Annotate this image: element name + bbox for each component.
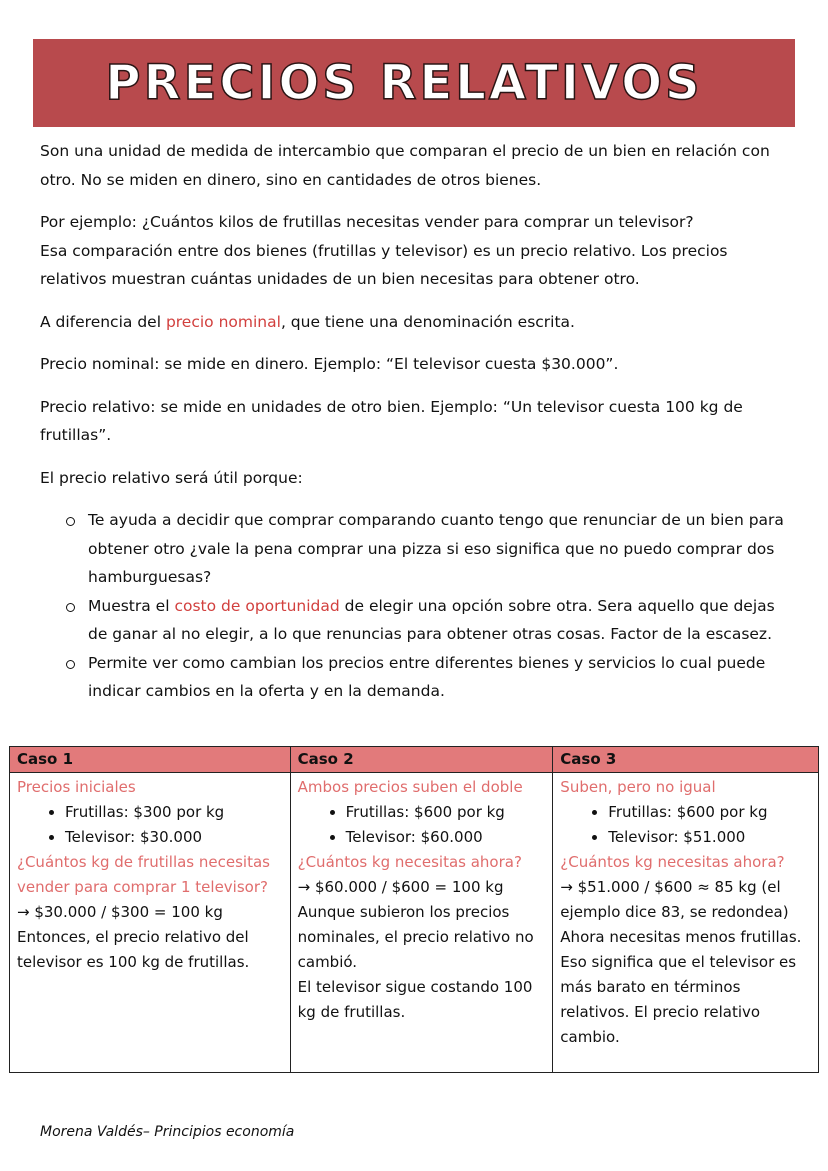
text: Muestra el: [88, 596, 175, 615]
cases-table: [9, 746, 819, 1073]
footer-author: Morena Valdés– Principios economía: [40, 1124, 295, 1140]
list-item: • Televisor: $51.000: [608, 825, 811, 850]
list-item: Permite ver como cambian los precios entre diferentes bienes y servicios lo cual puede indicar cambios en la oferta y en la demanda.: [88, 649, 792, 706]
cell-caso-1: [10, 773, 291, 1073]
header-caso-3: Caso 3: [553, 747, 819, 773]
list-item: • Frutillas: $600 por kg: [346, 800, 546, 825]
case-question: ¿Cuántos kg de frutillas necesitas vender para comprar 1 televisor?: [17, 853, 270, 896]
example-explanation: Esa comparación entre dos bienes (frutillas y televisor) es un precio relativo. Los precios relativos muestran cuántas unidades de un bien necesitas para obtener otro.: [40, 241, 728, 288]
cell-caso-2: [290, 773, 553, 1073]
case-calculation: → $60.000 / $600 = 100 kg: [297, 878, 504, 896]
header-caso-1: Caso 1: [10, 747, 291, 773]
case-conclusion: Ahora necesitas menos frutillas.: [560, 928, 802, 946]
paragraph-definition: Son una unidad de medida de intercambio que comparan el precio de un bien en relación con otro. No se miden en dinero, sino en cantidades de otros bienes.: [40, 142, 770, 189]
reasons-list: [40, 506, 792, 706]
case-conclusion-2: El televisor sigue costando 100 kg de frutillas.: [297, 978, 533, 1021]
title-banner: [33, 39, 795, 127]
list-item: • Frutillas: $600 por kg: [608, 800, 811, 825]
page-title: PRECIOS RELATIVOS: [105, 55, 703, 111]
list-item: • Televisor: $60.000: [346, 825, 546, 850]
case-subtitle: Precios iniciales: [17, 778, 136, 796]
case-price-list: [17, 800, 283, 850]
table-header-row: [10, 747, 819, 773]
list-item: [88, 592, 792, 649]
case-subtitle: Suben, pero no igual: [560, 778, 716, 796]
case-conclusion-2: Eso significa que el televisor es más barato en términos relativos. El precio relativo cambio.: [560, 953, 797, 1046]
case-calculation: → $30.000 / $300 = 100 kg: [17, 903, 223, 921]
highlight-costo-oportunidad: costo de oportunidad: [174, 596, 340, 615]
text: de elegir una opción sobre otra. Sera aquello que dejas de ganar al no elegir, a lo que renuncias para obtener otras cosas. Factor de la escasez.: [88, 596, 775, 643]
case-price-list: [560, 800, 811, 850]
example-question: Por ejemplo: ¿Cuántos kilos de frutillas necesitas vender para comprar un televisor?: [40, 213, 694, 231]
cell-caso-3: [553, 773, 819, 1073]
paragraph-relative-definition: Precio relativo: se mide en unidades de otro bien. Ejemplo: “Un televisor cuesta 100 kg de frutillas”.: [40, 397, 743, 444]
list-item: Te ayuda a decidir que comprar comparando cuanto tengo que renunciar de un bien para obtener otro ¿vale la pena comprar una pizza si eso significa que no puedo comprar dos hamburguesas?: [88, 506, 792, 592]
paragraph-nominal-difference: [40, 308, 792, 337]
text: , que tiene una denominación escrita.: [280, 312, 575, 331]
case-question: ¿Cuántos kg necesitas ahora?: [297, 853, 522, 871]
case-conclusion: Entonces, el precio relativo del televisor es 100 kg de frutillas.: [17, 928, 250, 971]
case-conclusion: Aunque subieron los precios nominales, el precio relativo no cambió.: [297, 903, 534, 971]
main-content: [40, 137, 792, 706]
text: A diferencia del: [40, 312, 166, 331]
case-subtitle: Ambos precios suben el doble: [297, 778, 523, 796]
case-price-list: [298, 800, 546, 850]
header-caso-2: Caso 2: [290, 747, 553, 773]
case-question: ¿Cuántos kg necesitas ahora?: [560, 853, 785, 871]
paragraph-usefulness-intro: El precio relativo será útil porque:: [40, 468, 303, 487]
list-item: • Televisor: $30.000: [65, 825, 283, 850]
paragraph-nominal-definition: Precio nominal: se mide en dinero. Ejemplo: “El televisor cuesta $30.000”.: [40, 355, 619, 373]
table-row: [10, 773, 819, 1073]
highlight-precio-nominal: precio nominal: [165, 312, 281, 331]
list-item: • Frutillas: $300 por kg: [65, 800, 283, 825]
case-calculation: → $51.000 / $600 ≈ 85 kg (el ejemplo dice 83, se redondea): [560, 878, 789, 921]
paragraph-example: [40, 208, 792, 294]
